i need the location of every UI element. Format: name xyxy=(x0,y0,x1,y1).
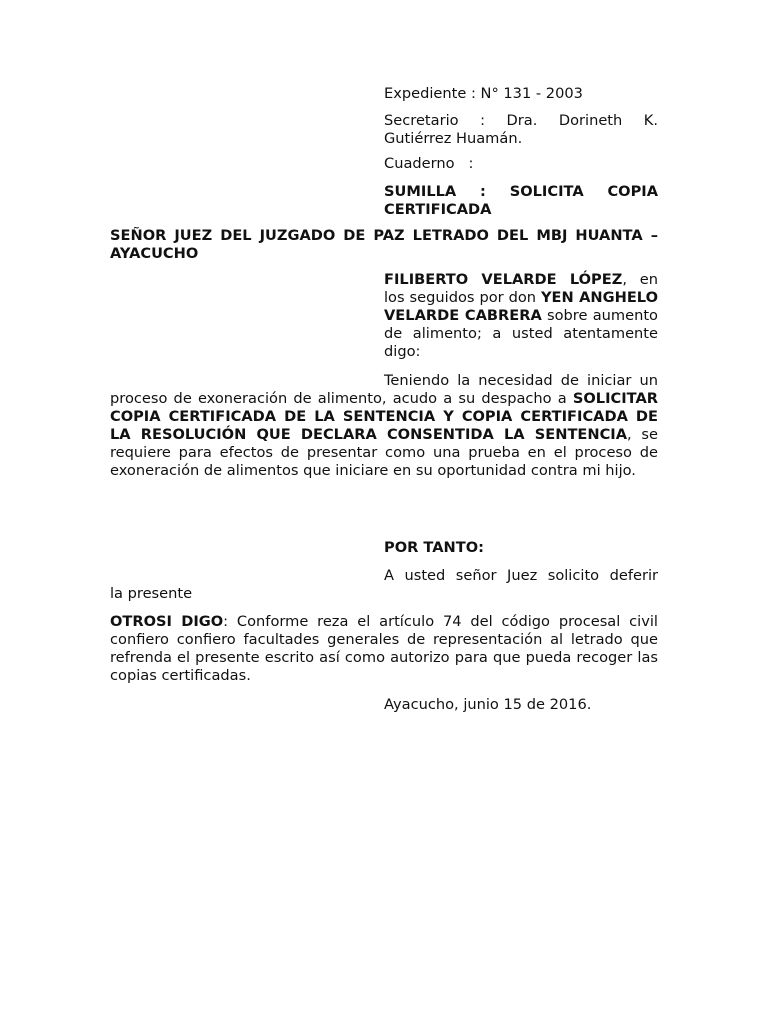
addressee: SEÑOR JUEZ DEL JUZGADO DE PAZ LETRADO DEL MBJ HUANTA – AYACUCHO xyxy=(110,227,658,262)
expediente-line: Expediente : N° 131 - 2003 xyxy=(384,85,583,102)
otrosi-paragraph xyxy=(110,613,658,685)
petitioner-name: FILIBERTO VELARDE LÓPEZ xyxy=(384,271,623,288)
por-tanto-line-1: A usted señor Juez solicito deferir xyxy=(384,567,658,584)
secretario-line-1: Secretario : Dra. Dorineth K. xyxy=(384,112,658,129)
body-request: SOLICITAR COPIA CERTIFICADA DE LA SENTENCIA Y COPIA CERTIFICADA DE LA RESOLUCIÓN QUE DECLARA CONSENTIDA LA SENTENCIA xyxy=(110,390,658,443)
otrosi-text: : Conforme reza el artículo 74 del código procesal civil confiero confiero facultades generales de representación al letrado que refrenda el presente escrito así como autorizo para que pueda recoger las copias certificadas. xyxy=(110,613,658,684)
cuaderno-line: Cuaderno : xyxy=(384,155,474,172)
por-tanto-line-2: la presente xyxy=(110,585,193,602)
secretario-line-2: Gutiérrez Huamán. xyxy=(384,130,523,147)
intro-text-2: sobre aumento de alimento; a usted atentamente digo: xyxy=(384,307,658,360)
intro-text-1: , en los seguidos por don xyxy=(384,271,659,306)
otrosi-label: OTROSI DIGO xyxy=(110,613,224,630)
closing-date: Ayacucho, junio 15 de 2016. xyxy=(384,696,592,713)
intro-paragraph xyxy=(384,271,658,361)
opponent-name: YEN ANGHELO VELARDE CABRERA xyxy=(384,289,658,324)
por-tanto-heading: POR TANTO: xyxy=(384,539,484,556)
secretario-block xyxy=(384,112,658,148)
body-paragraph xyxy=(110,372,658,480)
sumilla: SUMILLA : SOLICITA COPIA CERTIFICADA xyxy=(384,183,658,218)
body-text-2: , se requiere para efectos de presentar como una prueba en el proceso de exoneración de alimentos que iniciare en su oportunidad contra mi hijo. xyxy=(110,426,658,479)
body-text-1: Teniendo la necesidad de iniciar un proceso de exoneración de alimento, acudo a su despacho a xyxy=(110,372,658,407)
